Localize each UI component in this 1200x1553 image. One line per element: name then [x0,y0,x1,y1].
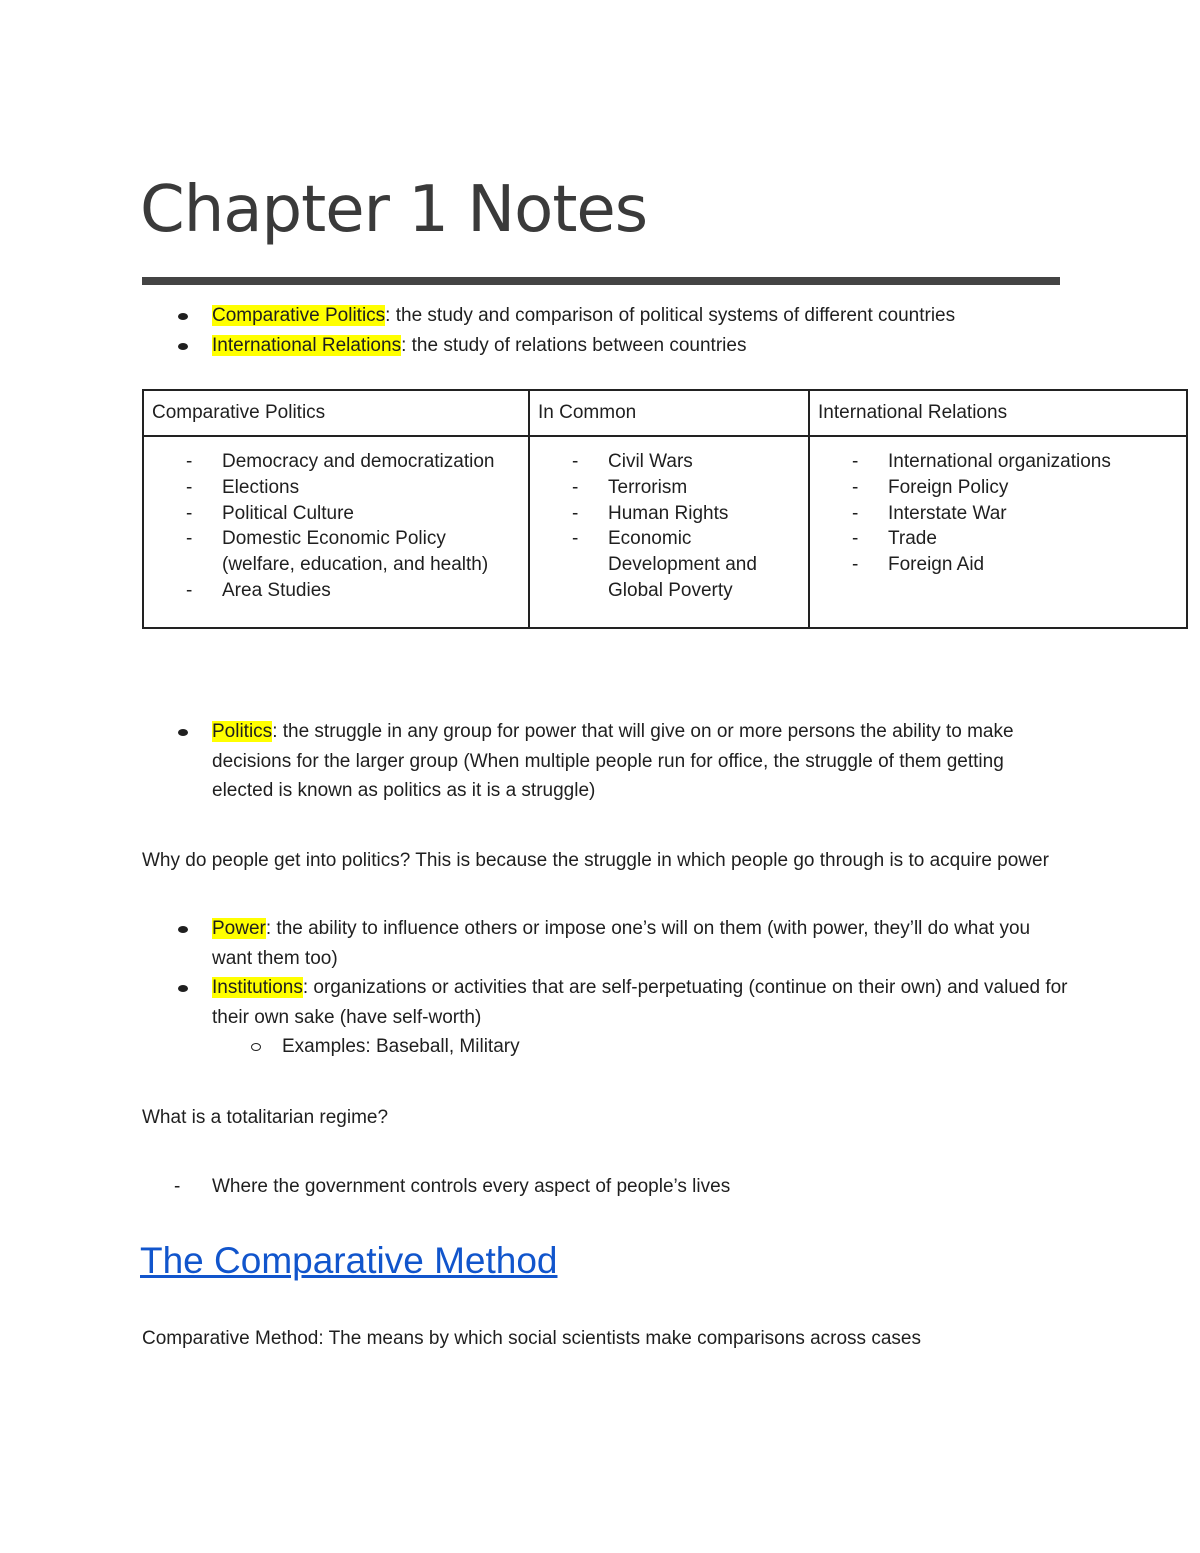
table-cell [143,436,529,628]
dash-marker: - [572,528,579,550]
intro-definitions-list [142,301,955,360]
examples-sublist [142,1032,1072,1062]
dash-marker: - [186,528,193,550]
list-item [530,449,808,475]
answer-text: Where the government controls every aspect of people’s lives [212,1176,731,1197]
list-item [144,578,528,604]
list-item [810,501,1186,527]
list-item [810,475,1186,501]
table-header-cell: International Relations [809,390,1187,436]
topic-text: Economic Development and Global Poverty [608,528,757,601]
list-item [144,449,528,475]
international-relations-topics [810,449,1186,578]
in-common-topics [530,449,808,604]
topic-text: Foreign Aid [888,554,985,576]
examples-text: Examples: Baseball, Military [282,1036,520,1057]
section-heading-link[interactable]: The Comparative Method [140,1240,558,1281]
term-power: Power [212,918,266,939]
list-item [142,1032,1072,1062]
power-institutions-list [142,914,1072,1062]
topic-text: Human Rights [608,502,729,524]
topic-text: Elections [222,476,300,498]
list-item [810,552,1186,578]
totalitarian-question: What is a totalitarian regime? [142,1107,389,1128]
list-item [144,501,528,527]
list-item [144,526,528,578]
list-item [142,331,955,361]
dash-marker: - [186,451,193,472]
dash-marker: - [852,528,859,550]
list-item [530,501,808,527]
definition-text: : the study of relations between countries [401,334,747,356]
list-item [530,475,808,501]
definition-text: : organizations or activities that are self-perpetuating (continue on their own) and valued for their own sake (have self-worth) [212,977,1068,1028]
dash-marker: - [852,451,859,472]
comparative-politics-topics [144,449,528,604]
dash-marker: - [572,451,579,472]
comparative-method-definition: Comparative Method: The means by which social scientists make comparisons across cases [142,1328,921,1349]
dash-marker: - [174,1176,181,1197]
bullet-icon [178,313,188,320]
list-item [144,475,528,501]
comparison-table [142,389,1188,629]
bullet-icon [178,985,188,992]
definition-text: : the struggle in any group for power that will give on or more persons the ability to make decisions for the larger group (When multiple people run for office, the struggle of them getting elected is known as politics as it is a struggle) [212,721,1014,801]
title-divider [142,277,1060,285]
topic-text: Foreign Policy [888,476,1009,498]
list-item [142,717,1042,806]
topic-text: Terrorism [608,476,688,498]
term-institutions: Institutions [212,977,303,998]
dash-marker: - [852,476,859,498]
dash-marker: - [572,476,579,498]
topic-text: Interstate War [888,502,1007,524]
definition-text: : the study and comparison of political systems of different countries [385,305,956,326]
bullet-icon [178,926,188,933]
list-item [142,1032,1072,1062]
table-row [143,436,1187,628]
bullet-icon [178,343,188,350]
topic-text: Area Studies [222,579,331,601]
table-header-cell: Comparative Politics [143,390,529,436]
list-item [810,449,1186,475]
politics-definition-list [142,717,1042,806]
dash-marker: - [186,476,193,498]
topic-text: International organizations [888,451,1111,472]
table-header-cell: In Common [529,390,809,436]
page-title: Chapter 1 Notes [140,173,648,247]
table-header-row [143,390,1187,436]
list-item [142,301,955,331]
hollow-bullet-icon [251,1043,261,1051]
totalitarian-answer [142,1172,730,1201]
why-politics-text: Why do people get into politics? This is because the struggle in which people go through is to acquire power [142,850,1049,871]
dash-marker: - [186,579,193,601]
dash-marker: - [852,554,859,576]
dash-marker: - [852,502,859,524]
dash-marker: - [572,502,579,524]
list-item [142,914,1072,973]
topic-text: Trade [888,528,937,550]
dash-marker: - [186,502,193,524]
bullet-icon [178,729,188,736]
term-politics: Politics [212,721,273,742]
list-item [530,526,808,603]
topic-text: Civil Wars [608,451,693,472]
topic-text: Domestic Economic Policy (welfare, education, and health) [222,528,489,576]
term-comparative-politics: Comparative Politics [212,305,386,326]
topic-text: Democracy and democratization [222,451,495,472]
table-cell [529,436,809,628]
term-international-relations: International Relations [212,334,402,356]
list-item [810,526,1186,552]
topic-text: Political Culture [222,502,354,524]
definition-text: : the ability to influence others or impose one’s will on them (with power, they’ll do what you want them too) [212,918,1031,969]
table-cell [809,436,1187,628]
list-item [142,973,1072,1032]
